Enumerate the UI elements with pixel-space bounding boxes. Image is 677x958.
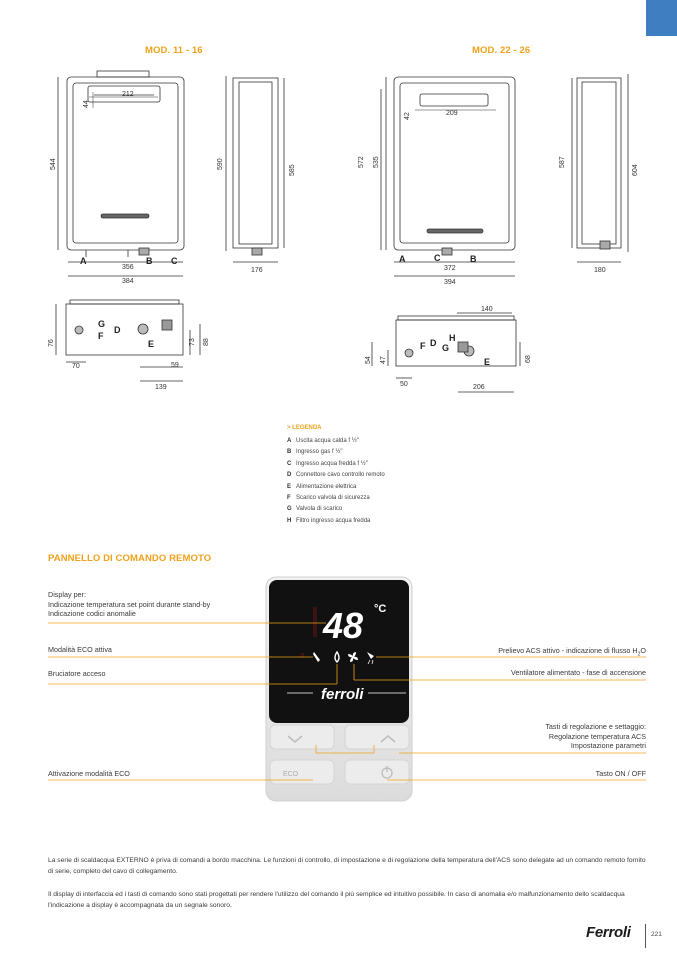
model-title-left: MOD. 11 - 16 <box>145 45 203 56</box>
dim-left-b6: 139 <box>155 384 167 391</box>
letter-left-a: A <box>80 256 87 266</box>
button-onoff[interactable] <box>345 760 409 784</box>
button-eco[interactable] <box>270 760 334 784</box>
dim-right-bottom-width: 372 <box>444 265 456 272</box>
display-unit: °C <box>374 603 387 615</box>
dim-right-top-h: 42 <box>404 112 411 120</box>
front-view-right <box>381 77 515 276</box>
footer-divider <box>645 924 646 948</box>
label-keys: Tasti di regolazione e settaggio: Regolazione temperatura ACS Impostazione parametri <box>545 722 646 750</box>
side-view-left <box>226 76 284 262</box>
label-burner: Bruciatore acceso <box>48 669 106 678</box>
page-tab-marker <box>646 0 677 36</box>
letter-right-a: A <box>399 254 406 264</box>
letter-left-e: E <box>148 339 155 349</box>
legend-item: F Scarico valvola di sicurezza <box>287 495 370 502</box>
side-view-right <box>572 74 628 262</box>
display-temperature: 48 <box>323 605 364 646</box>
label-onoff: Tasto ON / OFF <box>595 769 646 778</box>
dim-right-side-a: 587 <box>559 156 566 168</box>
letter-left-g: G <box>98 319 106 329</box>
label-display: Display per: Indicazione temperatura set point durante stand-by Indicazione codici anomalie <box>48 590 211 618</box>
letter-right-h: H <box>449 333 456 343</box>
technical-drawings <box>0 60 677 410</box>
letter-left-d: D <box>114 325 121 335</box>
dim-left-side-a: 590 <box>217 158 224 170</box>
paragraph-1: La serie di scaldacqua EXTERNO è priva di comandi a bordo macchina. Le funzioni di controllo, di impostazione e di regolazione della temperatura dell'ACS sono delegate ad un comando remoto fornito di serie, completo del cavo di collegamento. <box>48 857 646 875</box>
label-eco: Modalità ECO attiva <box>48 645 112 654</box>
letter-right-d: D <box>430 338 437 348</box>
dim-left-b2: 70 <box>72 363 80 370</box>
dim-left-depth: 176 <box>251 267 263 274</box>
letter-left-f: F <box>98 331 104 341</box>
legend-item: B Ingresso gas f ½" <box>287 449 343 456</box>
label-eco-activation: Attivazione modalità ECO <box>48 769 130 778</box>
button-down[interactable] <box>270 725 334 749</box>
letter-left-b: B <box>146 256 153 266</box>
letter-right-b: B <box>470 254 477 264</box>
label-flow: Prelievo ACS attivo - indicazione di flusso $H_2O$ <box>498 646 646 658</box>
dim-right-height-a: 572 <box>358 156 365 168</box>
button-up[interactable] <box>345 725 409 749</box>
dim-left-b5: 59 <box>171 362 179 369</box>
page-number: 221 <box>651 931 662 938</box>
dim-left-side-b: 585 <box>289 164 296 176</box>
dim-left-top-h: 44 <box>83 100 90 108</box>
dim-right-b6: 206 <box>473 384 485 391</box>
eco-button-label: ECO <box>283 771 299 778</box>
letter-left-c: C <box>171 256 178 266</box>
dim-right-side-b: 604 <box>632 164 639 176</box>
dim-right-b5: 50 <box>400 381 408 388</box>
dim-left-bottom-width: 356 <box>122 264 134 271</box>
paragraph-2: Il display di interfaccia ed i tasti di comando sono stati progettati per rendere l'utilizzo del comando il più semplice ed intuitivo possibile. In caso di anomalia e/o malfunzionamento dello scaldacqua l'indicazione a display è accompagnata da un segnale sonoro. <box>48 891 625 909</box>
dim-right-b2: 54 <box>365 356 372 364</box>
legend-item: C Ingresso acqua fredda f ½" <box>287 460 368 467</box>
legend-item: G Valvola di scarico <box>287 506 343 513</box>
panel-section-title: PANNELLO DI COMANDO REMOTO <box>48 553 212 564</box>
front-view-left <box>58 71 184 276</box>
letter-right-e: E <box>484 357 491 367</box>
dim-right-depth: 180 <box>594 267 606 274</box>
letter-right-c: C <box>434 253 441 263</box>
footer-brand-logo: Ferroli <box>586 924 631 941</box>
legend-title: > LEGENDA <box>287 425 322 431</box>
display-logo: ferroli <box>321 686 364 703</box>
dim-right-b4: 68 <box>525 355 532 363</box>
dim-right-height-b: 535 <box>373 156 380 168</box>
legend-item: D Connettore cavo controllo remoto <box>287 472 385 479</box>
model-title-right: MOD. 22 - 26 <box>472 45 531 56</box>
dim-right-b3: 47 <box>380 356 387 364</box>
dim-right-total-width: 394 <box>444 279 456 286</box>
label-fan: Ventilatore alimentato - fase di accensione <box>510 668 646 677</box>
dim-left-height: 544 <box>50 158 57 170</box>
dim-left-b1: 76 <box>48 339 55 347</box>
dim-right-b1: 140 <box>481 306 493 313</box>
legend-item: E Alimentazione elettrica <box>287 483 357 490</box>
dim-left-total-width: 384 <box>122 278 134 285</box>
dim-right-top-width: 209 <box>446 110 458 117</box>
letter-right-g: G <box>442 343 450 353</box>
dim-left-top-width: 212 <box>122 91 134 98</box>
dim-left-b3: 73 <box>189 338 196 346</box>
legend-list <box>287 436 385 527</box>
legend-item: H Filtro ingresso acqua fredda <box>287 517 371 524</box>
dim-left-b4: 88 <box>203 338 210 346</box>
legend-item: A Uscita acqua calda f ½" <box>287 438 359 444</box>
letter-right-f: F <box>420 341 426 351</box>
